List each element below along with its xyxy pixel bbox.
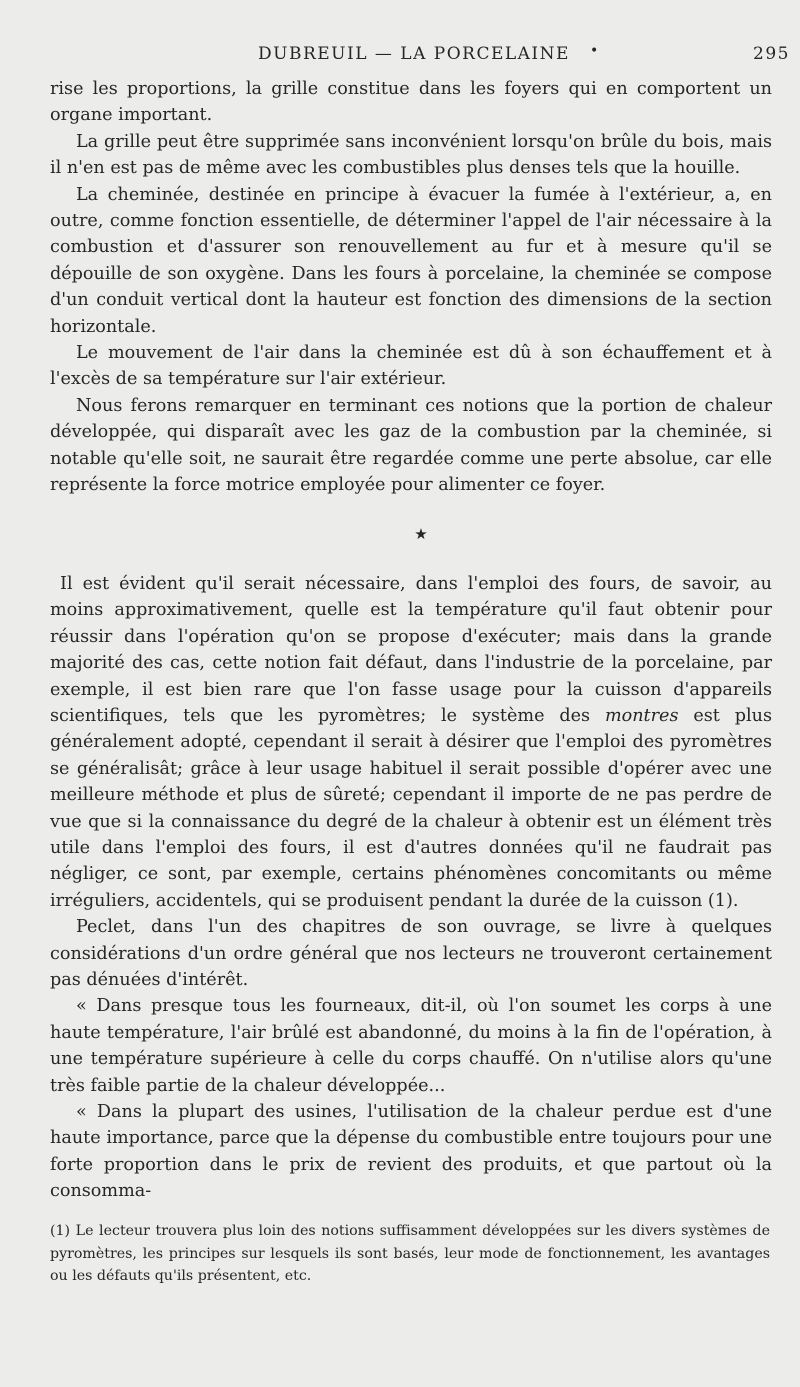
paragraph: « Dans presque tous les fourneaux, dit-il, où l'on soumet les corps à une haute température, l'air brûlé est abandonné, du moins à la fin de l'opération, à une température supérieure à celle du corps chauffé. On n'utilise alors qu'une très faible partie de la chaleur développée... [50,996,772,1096]
paragraph: « Dans la plupart des usines, l'utilisation de la chaleur perdue est d'une haute importance, parce que la dépense du combustible entre toujours pour une forte proportion dans le prix de revient des produits, et que partout où la consomma- [50,1102,772,1202]
header-ornament: • [590,43,600,59]
page-number: 295 [753,44,790,64]
page-header [0,44,800,68]
paragraph: Peclet, dans l'un des chapitres de son ouvrage, se livre à quelques considérations d'un ordre général que nos lecteurs ne trouveront certainement pas dénuées d'intérêt. [50,917,772,990]
paragraph: rise les proportions, la grille constitue dans les foyers qui en comportent un organe important. [50,79,772,126]
text-run: est plus généralement adopté, cependant il serait à désirer que l'emploi des pyromètres se généralisât; grâce à leur usage habituel il serait possible d'opérer avec une meilleure méthode et plus de sûreté; cependant il importe de ne pas perdre de vue que si la connaissance du degré de la chaleur à obtenir est un élément très utile dans l'emploi des fours, il est d'autres données qu'il ne faudrait pas négliger, ce sont, par exemple, certains phénomènes concomitants ou même irréguliers, accidentels, qui se produisent pendant la durée de la cuisson (1). [50,705,772,911]
paragraph: La grille peut être supprimée sans inconvénient lorsqu'on brûle du bois, mais il n'en est pas de même avec les combustibles plus denses tels que la houille. [50,131,772,179]
paragraph: Le mouvement de l'air dans la cheminée est dû à son échauffement et à l'excès de sa température sur l'air extérieur. [50,343,772,390]
paragraph: La cheminée, destinée en principe à évacuer la fumée à l'extérieur, a, en outre, comme fonction essentielle, de déterminer l'appel de l'air nécessaire à la combustion et d'assurer son renouvellement au fur et à mesure qu'il se dépouille de son oxygène. Dans les fours à porcelaine, la cheminée se compose d'un conduit vertical dont la hauteur est fonction des dimensions de la section horizontale. [50,184,772,337]
body-text [50,76,772,1205]
footnote: (1) Le lecteur trouvera plus loin des notions suffisamment développées sur les divers systèmes de pyromètres, les principes sur lesquels ils sont basés, leur mode de fonctionnement, les avantages ou les défauts qu'ils présentent, etc. [50,1223,770,1284]
footnotes [50,1220,770,1288]
paragraph [50,571,772,914]
section-separator: ★ [414,524,428,543]
running-title: DUBREUIL — LA PORCELAINE [258,44,570,64]
emphasis-montres: montres [604,705,679,726]
paragraph: Nous ferons remarquer en terminant ces notions que la portion de chaleur développée, qui disparaît avec les gaz de la combustion par la cheminée, si notable qu'elle soit, ne saurait être regardée comme une perte absolue, car elle représente la force motrice employée pour alimenter ce foyer. [50,395,772,496]
text-run: Il est évident qu'il serait nécessaire, dans l'emploi des fours, de savoir, au moins approximativement, quelle est la température qu'il faut obtenir pour réussir dans l'opération qu'on se propose d'exécuter; mais dans la grande majorité des cas, cette notion fait défaut, dans l'industrie de la porcelaine, par exemple, il est bien rare que l'on fasse usage pour la cuisson d'appareils scientifiques, tels que les pyromètres; le système des [50,573,772,726]
